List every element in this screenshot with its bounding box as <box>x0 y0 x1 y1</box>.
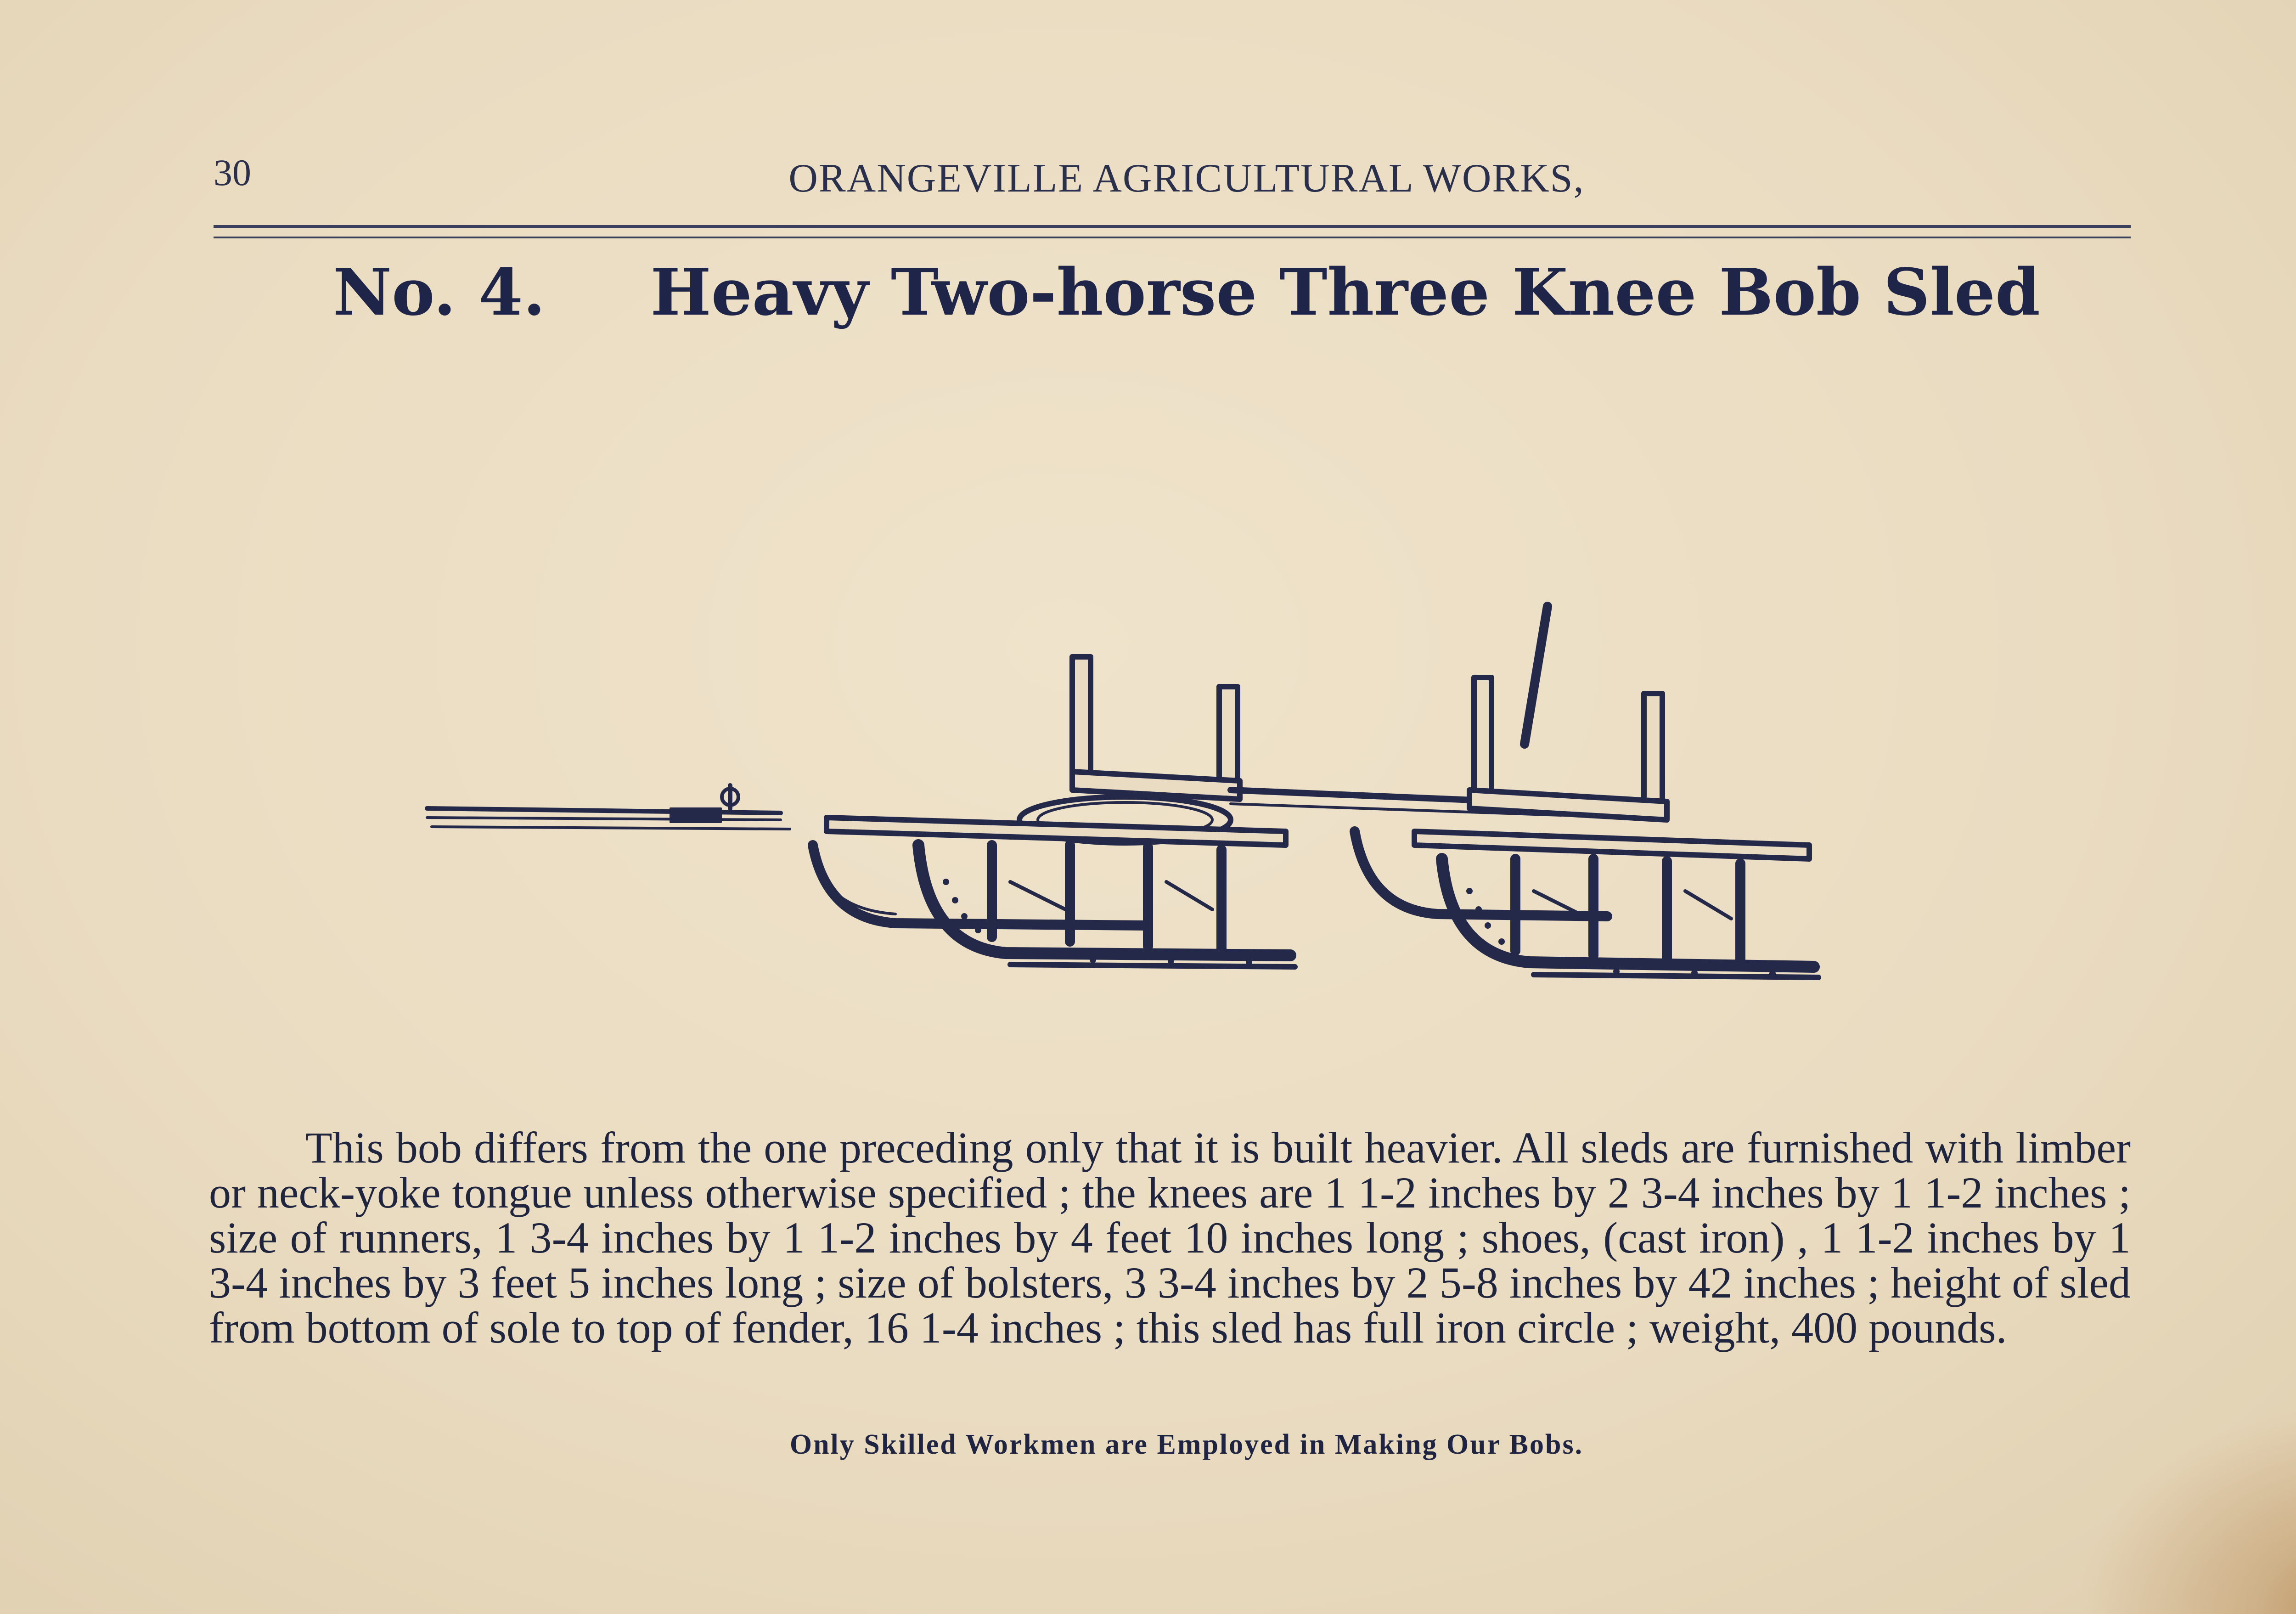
description-paragraph: This bob differs from the one preceding only that it is built heavier. All sleds are furnished with limber or neck-yoke tongue unless otherwise specified ; the knees are 1 1-2 inches by 2 3-4 inches by 1 1-2 inches ; size of runners, 1 3-4 inches by 1 1-2 inches by 4 feet 10 inches long ; shoes, (cast iron) , 1 1-2 inches by 1 3-4 inches by 3 feet 5 inches long ; size of bolsters, 3 3-4 inches by 2 5-8 inches by 42 inches ; height of sled from bottom of sole to top of fender, 16 1-4 inches ; this sled has full iron circle ; weight, 400 pounds. <box>209 1123 2131 1352</box>
product-number: No. 4. <box>333 255 546 330</box>
rear-sled <box>1414 606 1818 977</box>
product-title <box>0 257 2296 328</box>
tongue-pole <box>427 785 790 829</box>
bob-sled-illustration <box>413 588 1952 983</box>
header-rule-thick <box>214 225 2131 228</box>
corner-stain <box>2052 1384 2296 1614</box>
page-number: 30 <box>214 152 251 193</box>
front-sled-back-runner <box>813 845 1148 926</box>
footer-note: Only Skilled Workmen are Employed in Making Our Bobs. <box>789 1429 1584 1460</box>
header-rule-thin <box>214 237 2131 238</box>
running-head: ORANGEVILLE AGRICULTURAL WORKS, <box>788 156 1585 201</box>
product-name: Heavy Two-horse Three Knee Bob Sled <box>650 255 2040 330</box>
